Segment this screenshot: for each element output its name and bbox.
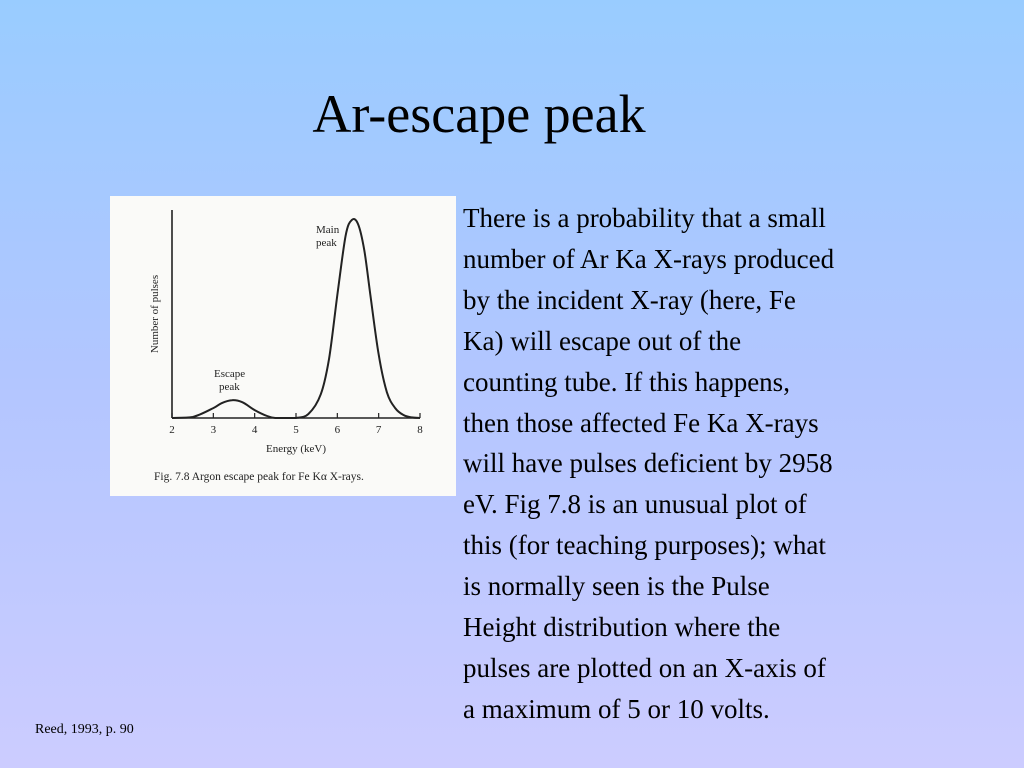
body-line: counting tube. If this happens, bbox=[463, 366, 790, 397]
x-tick-label: 3 bbox=[210, 424, 217, 436]
body-line: There is a probability that a small bbox=[463, 203, 826, 233]
escape-peak-label-line1: Escape bbox=[214, 368, 246, 380]
escape-peak-figure bbox=[110, 196, 456, 496]
citation: Reed, 1993, p. 90 bbox=[35, 722, 134, 737]
spectrum-curve bbox=[172, 219, 420, 418]
body-text bbox=[463, 198, 943, 730]
slide-title: Ar-escape peak bbox=[312, 84, 646, 144]
escape-peak-label-line2: peak bbox=[219, 381, 240, 393]
x-tick-label: 2 bbox=[169, 424, 175, 436]
x-ticks bbox=[169, 413, 423, 436]
body-line: Height distribution where the bbox=[463, 612, 781, 643]
x-tick-label: 5 bbox=[293, 424, 299, 436]
x-axis-label: Energy (keV) bbox=[266, 443, 326, 455]
body-line: number of Ar Ka X-rays produced bbox=[463, 243, 835, 274]
x-tick-label: 8 bbox=[417, 424, 423, 436]
figure-caption: Fig. 7.8 Argon escape peak for Fe Kα X-rays. bbox=[154, 471, 364, 483]
x-tick-label: 4 bbox=[251, 424, 258, 436]
main-peak-label-line1: Main bbox=[316, 224, 340, 236]
body-line: eV. Fig 7.8 is an unusual plot of bbox=[463, 489, 807, 520]
y-axis-label: Number of pulses bbox=[149, 274, 161, 354]
x-tick-label: 6 bbox=[334, 424, 341, 436]
body-line: by the incident X-ray (here, Fe bbox=[463, 284, 796, 315]
body-line: will have pulses deficient by 2958 bbox=[463, 448, 833, 479]
body-line: is normally seen is the Pulse bbox=[463, 571, 770, 602]
body-line: then those affected Fe Ka X-rays bbox=[463, 407, 819, 438]
body-line: pulses are plotted on an X-axis of bbox=[463, 652, 826, 683]
x-tick-label: 7 bbox=[375, 424, 382, 436]
body-line: a maximum of 5 or 10 volts. bbox=[463, 693, 770, 724]
main-peak-label-line2: peak bbox=[316, 237, 337, 249]
body-line: this (for teaching purposes); what bbox=[463, 530, 826, 561]
body-line: Ka) will escape out of the bbox=[463, 325, 742, 356]
